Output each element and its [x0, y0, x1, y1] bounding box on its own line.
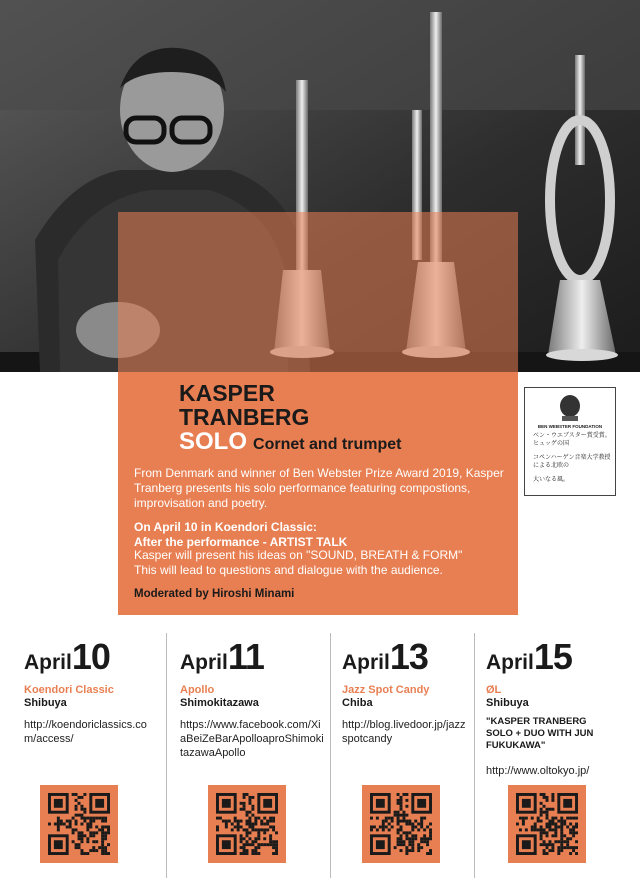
- moderator-credit: Moderated by Hiroshi Minami: [134, 588, 295, 600]
- foundation-name: BEN WEBSTER FOUNDATION: [537, 424, 603, 429]
- event-url[interactable]: http://www.oltokyo.jp/: [486, 765, 590, 777]
- event-april-11: [180, 636, 264, 709]
- badge-text-3: 大いなる風。: [533, 477, 570, 483]
- column-divider: [474, 633, 475, 878]
- qr-code-icon[interactable]: [208, 785, 286, 863]
- event-area: Chiba: [342, 697, 373, 709]
- artist-headline: [179, 381, 401, 457]
- instrument-label: Cornet and trumpet: [253, 436, 402, 453]
- qr-code-icon[interactable]: [362, 785, 440, 863]
- event-venue: Apollo: [180, 684, 215, 696]
- artist-first-name: KASPER: [179, 380, 275, 406]
- badge-text-1: ベン・ウエブスター賞受賞。ヒュッゲの国: [533, 433, 611, 447]
- event-date: April10: [24, 636, 110, 677]
- qr-code-icon[interactable]: [508, 785, 586, 863]
- artist-last-name: TRANBERG: [179, 404, 310, 430]
- event-april-10: [24, 636, 114, 709]
- event-venue: Koendori Classic: [24, 684, 114, 696]
- event-april-15: [486, 636, 572, 709]
- solo-label: SOLO: [179, 428, 248, 455]
- event-area: Shibuya: [486, 697, 529, 709]
- event-date: April15: [486, 636, 572, 677]
- artist-talk-body: Kasper will present his ideas on "SOUND, BREATH & FORM" This will lead to questions and dialogue with the audience.: [134, 548, 463, 577]
- foundation-logo: [555, 394, 585, 424]
- event-area: Shimokitazawa: [180, 697, 259, 709]
- hero-photo: [0, 0, 640, 372]
- event-note: "KASPER TRANBERG SOLO + DUO WITH JUN FUKUKAWA": [486, 716, 594, 751]
- qr-code-icon[interactable]: [40, 785, 118, 863]
- event-url[interactable]: http://blog.livedoor.jp/jazzspotcandy: [342, 719, 466, 745]
- artist-talk-heading: On April 10 in Koendori Classic: After the performance - ARTIST TALK: [134, 520, 348, 549]
- event-date: April13: [342, 636, 428, 677]
- column-divider: [166, 633, 167, 878]
- event-url[interactable]: http://koendoriclassics.com/access/: [24, 719, 147, 745]
- event-venue: Jazz Spot Candy: [342, 684, 430, 696]
- event-venue: ØL: [486, 684, 502, 696]
- event-area: Shibuya: [24, 697, 67, 709]
- event-url[interactable]: https://www.facebook.com/XiaBeiZeBarApolloaproShimokitazawaApollo: [180, 719, 324, 759]
- event-date: April11: [180, 636, 264, 677]
- event-april-13: [342, 636, 429, 709]
- badge-text-2: コペンハーゲン音楽大学教授による北欧の: [533, 455, 611, 469]
- column-divider: [330, 633, 331, 878]
- foundation-badge: [524, 387, 616, 496]
- intro-text: From Denmark and winner of Ben Webster Prize Award 2019, Kasper Tranberg presents his solo performance featuring compostions, improvisation and poetry.: [134, 466, 504, 510]
